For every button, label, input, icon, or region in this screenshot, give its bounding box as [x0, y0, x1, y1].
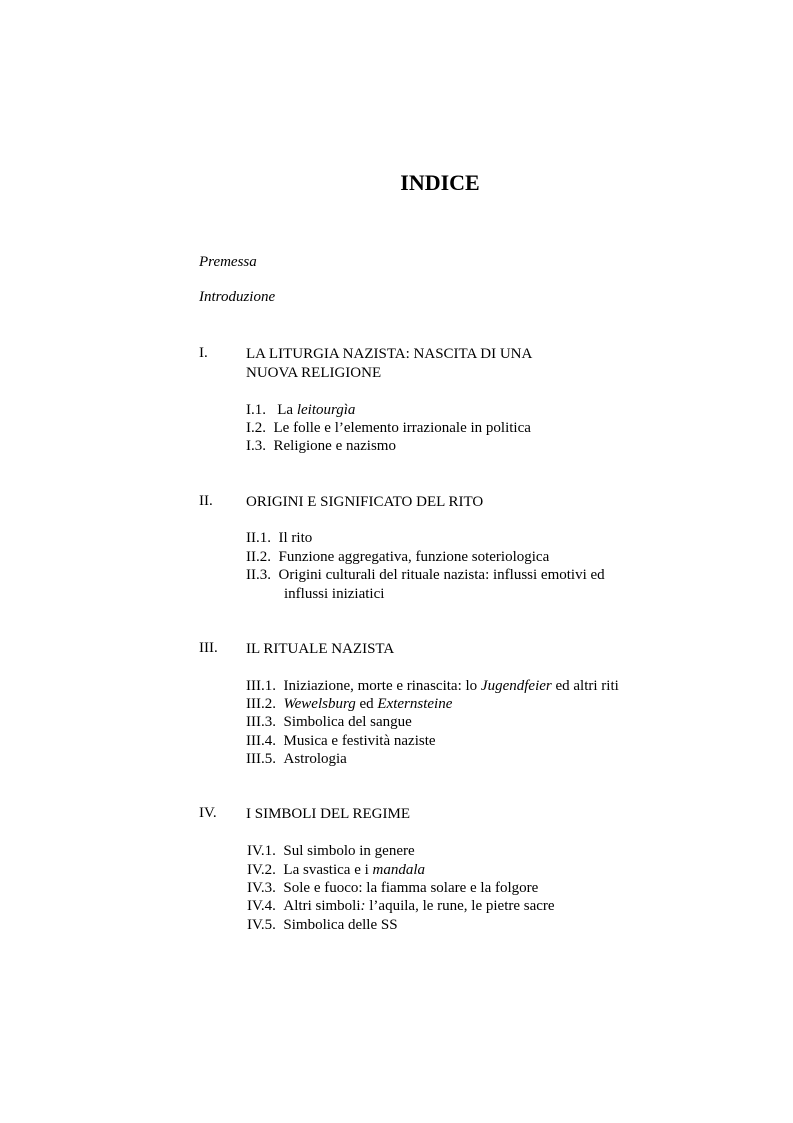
chapter-title-line: LA LITURGIA NAZISTA: NASCITA DI UNA — [246, 346, 533, 362]
toc-entry-introduzione[interactable]: Introduzione — [199, 289, 276, 305]
section-text: Funzione aggregativa, funzione soteriologica — [278, 549, 550, 565]
toc-section[interactable] — [246, 695, 452, 713]
chapter-title[interactable] — [246, 640, 394, 659]
section-code: IV.5. — [247, 917, 276, 933]
toc-section-continuation: influssi iniziatici — [284, 586, 385, 602]
section-code: III.4. — [246, 733, 276, 749]
toc-section[interactable] — [247, 916, 398, 934]
toc-section[interactable] — [247, 879, 538, 897]
chapter-number: III. — [199, 640, 218, 656]
section-code: IV.1. — [247, 843, 276, 859]
toc-section[interactable] — [246, 401, 355, 419]
toc-section[interactable] — [246, 713, 412, 731]
section-text: Iniziazione, morte e rinascita: lo — [283, 678, 481, 694]
section-text: Il rito — [278, 530, 313, 546]
chapter-title[interactable] — [246, 805, 410, 824]
chapter-title-line: ORIGINI E SIGNIFICATO DEL RITO — [246, 494, 484, 510]
section-text: Simbolica del sangue — [283, 714, 412, 730]
toc-section[interactable] — [246, 437, 396, 455]
toc-section[interactable] — [247, 861, 425, 879]
toc-section[interactable] — [246, 566, 605, 584]
toc-section[interactable] — [246, 548, 549, 566]
section-text-tail: l’aquila, le rune, le pietre sacre — [365, 898, 555, 914]
section-code: I.3. — [246, 438, 266, 454]
section-code: III.2. — [246, 696, 276, 712]
section-italic: Externsteine — [377, 696, 453, 712]
toc-entry-premessa[interactable]: Premessa — [199, 254, 257, 270]
section-text-tail: ed — [355, 696, 378, 712]
section-text: Sole e fuoco: la fiamma solare e la folgore — [283, 880, 539, 896]
section-text: Sul simbolo in genere — [283, 843, 415, 859]
section-code: II.2. — [246, 549, 271, 565]
toc-section[interactable] — [247, 842, 415, 860]
chapter-number: II. — [199, 493, 213, 509]
section-text: Simbolica delle SS — [283, 917, 398, 933]
section-text-tail: ed altri riti — [551, 678, 619, 694]
chapter-number: IV. — [199, 805, 217, 821]
section-text: Origini culturali del rituale nazista: influssi emotivi ed — [278, 567, 605, 583]
chapter-title-line: IL RITUALE NAZISTA — [246, 641, 395, 657]
section-text: Astrologia — [283, 751, 347, 767]
toc-section[interactable] — [246, 419, 531, 437]
section-text: Altri simboli — [283, 898, 361, 914]
section-text: Musica e festività naziste — [283, 733, 436, 749]
chapter-title[interactable] — [246, 493, 483, 512]
section-code: IV.4. — [247, 898, 276, 914]
section-italic: mandala — [372, 862, 426, 878]
section-code: III.1. — [246, 678, 276, 694]
section-italic: : — [360, 898, 366, 914]
toc-section[interactable] — [246, 732, 436, 750]
section-italic: leitourgìa — [296, 402, 356, 418]
section-italic: Wewelsburg — [283, 696, 356, 712]
section-code: IV.2. — [247, 862, 276, 878]
section-text: La — [277, 402, 297, 418]
toc-section[interactable] — [246, 750, 347, 768]
toc-section[interactable] — [247, 897, 555, 915]
chapter-number: I. — [199, 345, 208, 361]
section-code: II.1. — [246, 530, 271, 546]
section-code: IV.3. — [247, 880, 276, 896]
section-code: II.3. — [246, 567, 271, 583]
section-text: Le folle e l’elemento irrazionale in politica — [273, 420, 531, 436]
chapter-title-line: NUOVA RELIGIONE — [246, 365, 382, 381]
section-text: Religione e nazismo — [273, 438, 396, 454]
section-italic: Jugendfeier — [480, 678, 552, 694]
chapter-title[interactable] — [246, 345, 532, 383]
chapter-title-line: I SIMBOLI DEL REGIME — [246, 806, 411, 822]
section-code: III.5. — [246, 751, 276, 767]
section-code: I.1. — [246, 402, 266, 418]
toc-section[interactable] — [246, 529, 312, 547]
section-text: La svastica e i — [283, 862, 373, 878]
toc-section[interactable] — [246, 677, 619, 695]
page-title: INDICE — [400, 170, 480, 195]
section-code: III.3. — [246, 714, 276, 730]
section-code: I.2. — [246, 420, 266, 436]
